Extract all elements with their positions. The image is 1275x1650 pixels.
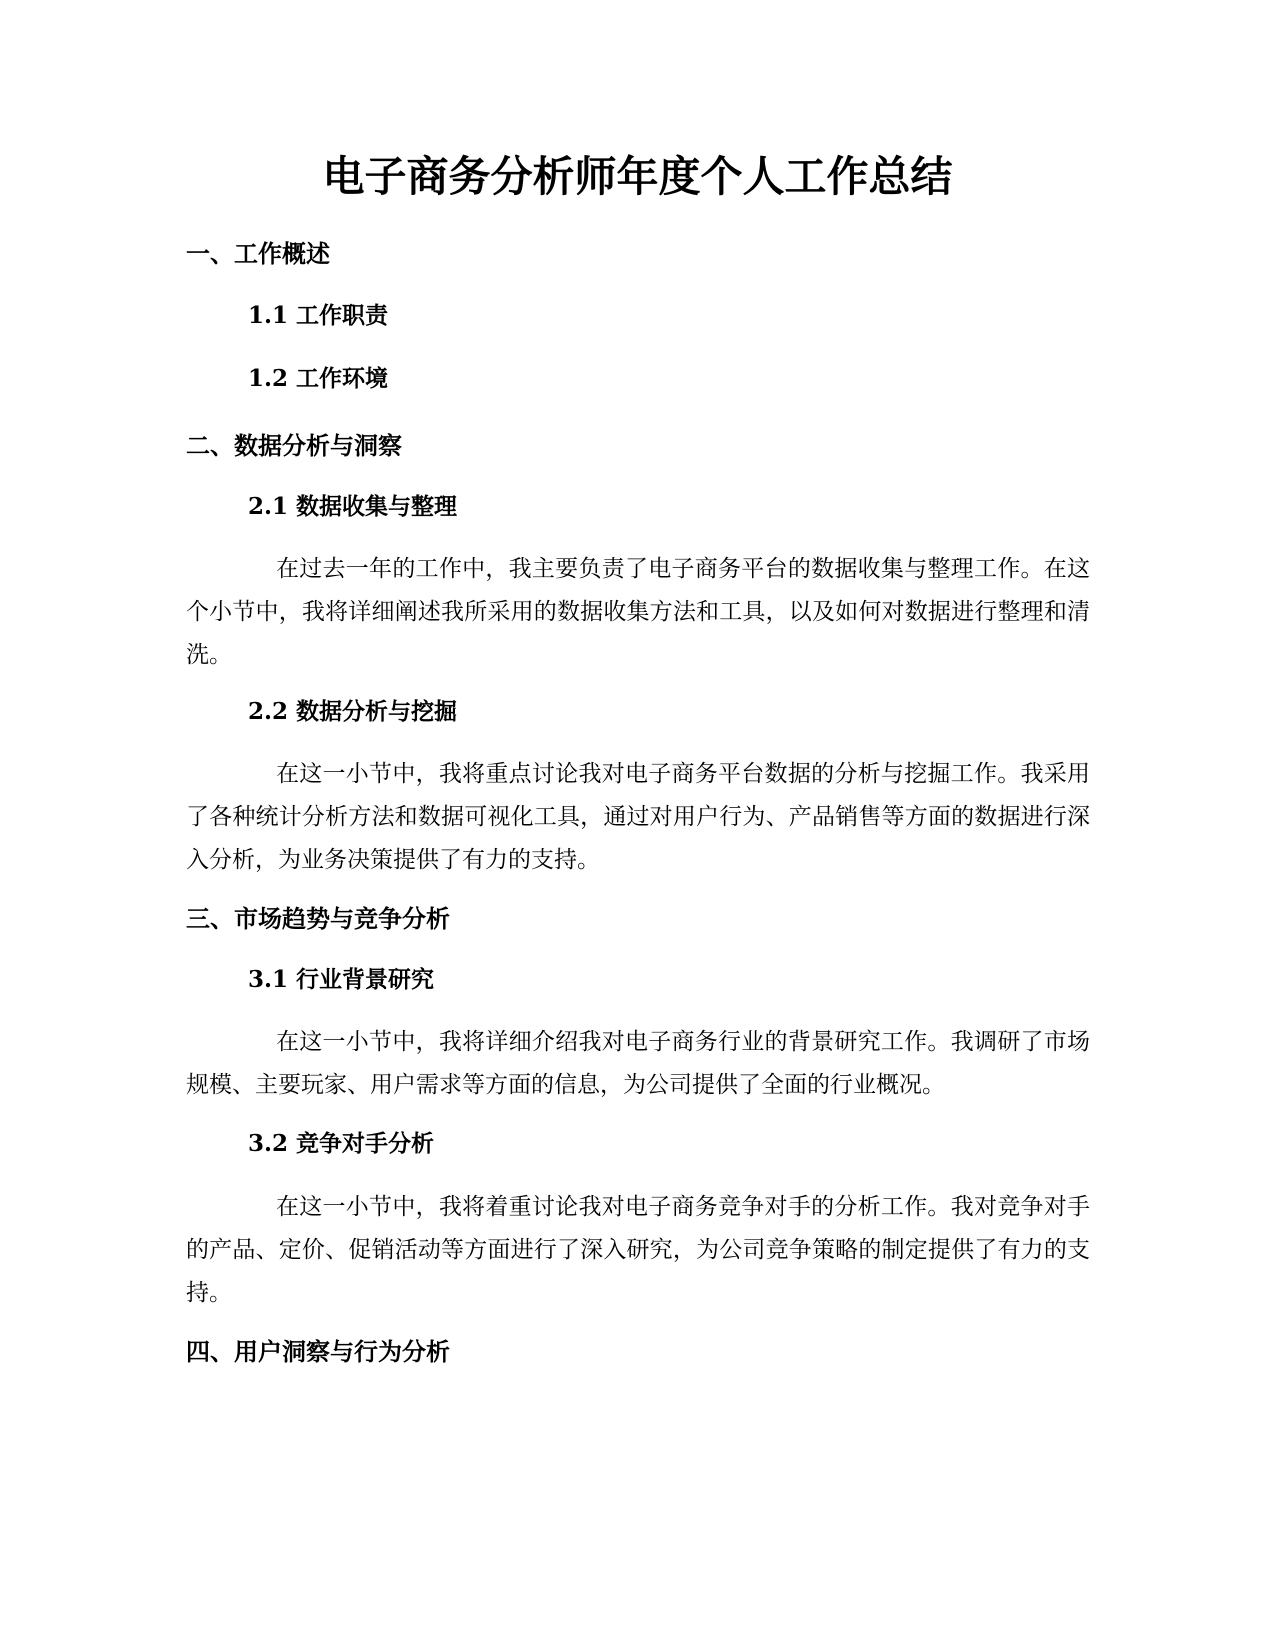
subsection-heading-1-2: 1.2 工作环境 — [248, 365, 389, 392]
subsection-heading-3-2: 3.2 竞争对手分析 — [248, 1130, 435, 1157]
paragraph-2-1: 在过去一年的工作中，我主要负责了电子商务平台的数据收集与整理工作。在这个小节中，我将详细阐述我所采用的数据收集方法和工具，以及如何对数据进行整理和清洗。 — [186, 556, 1090, 668]
subsection-heading-2-2: 2.2 数据分析与挖掘 — [248, 698, 458, 725]
section-heading-1: 一、工作概述 — [186, 240, 330, 268]
subsection-heading-3-1: 3.1 行业背景研究 — [248, 966, 435, 993]
section-heading-3: 三、市场趋势与竞争分析 — [186, 905, 450, 933]
subsection-heading-1-1: 1.1 工作职责 — [248, 302, 389, 329]
section-heading-2: 二、数据分析与洞察 — [186, 432, 402, 460]
document-title: 电子商务分析师年度个人工作总结 — [322, 152, 953, 201]
paragraph-2-2: 在这一小节中，我将重点讨论我对电子商务平台数据的分析与挖掘工作。我采用了各种统计分析方法和数据可视化工具，通过对用户行为、产品销售等方面的数据进行深入分析，为业务决策提供了有力的支持。 — [186, 761, 1090, 873]
section-heading-4: 四、用户洞察与行为分析 — [186, 1338, 450, 1366]
subsection-heading-2-1: 2.1 数据收集与整理 — [248, 493, 458, 520]
paragraph-3-1: 在这一小节中，我将详细介绍我对电子商务行业的背景研究工作。我调研了市场规模、主要玩家、用户需求等方面的信息，为公司提供了全面的行业概况。 — [186, 1029, 1090, 1098]
paragraph-3-2: 在这一小节中，我将着重讨论我对电子商务竞争对手的分析工作。我对竞争对手的产品、定价、促销活动等方面进行了深入研究，为公司竞争策略的制定提供了有力的支持。 — [186, 1194, 1090, 1306]
